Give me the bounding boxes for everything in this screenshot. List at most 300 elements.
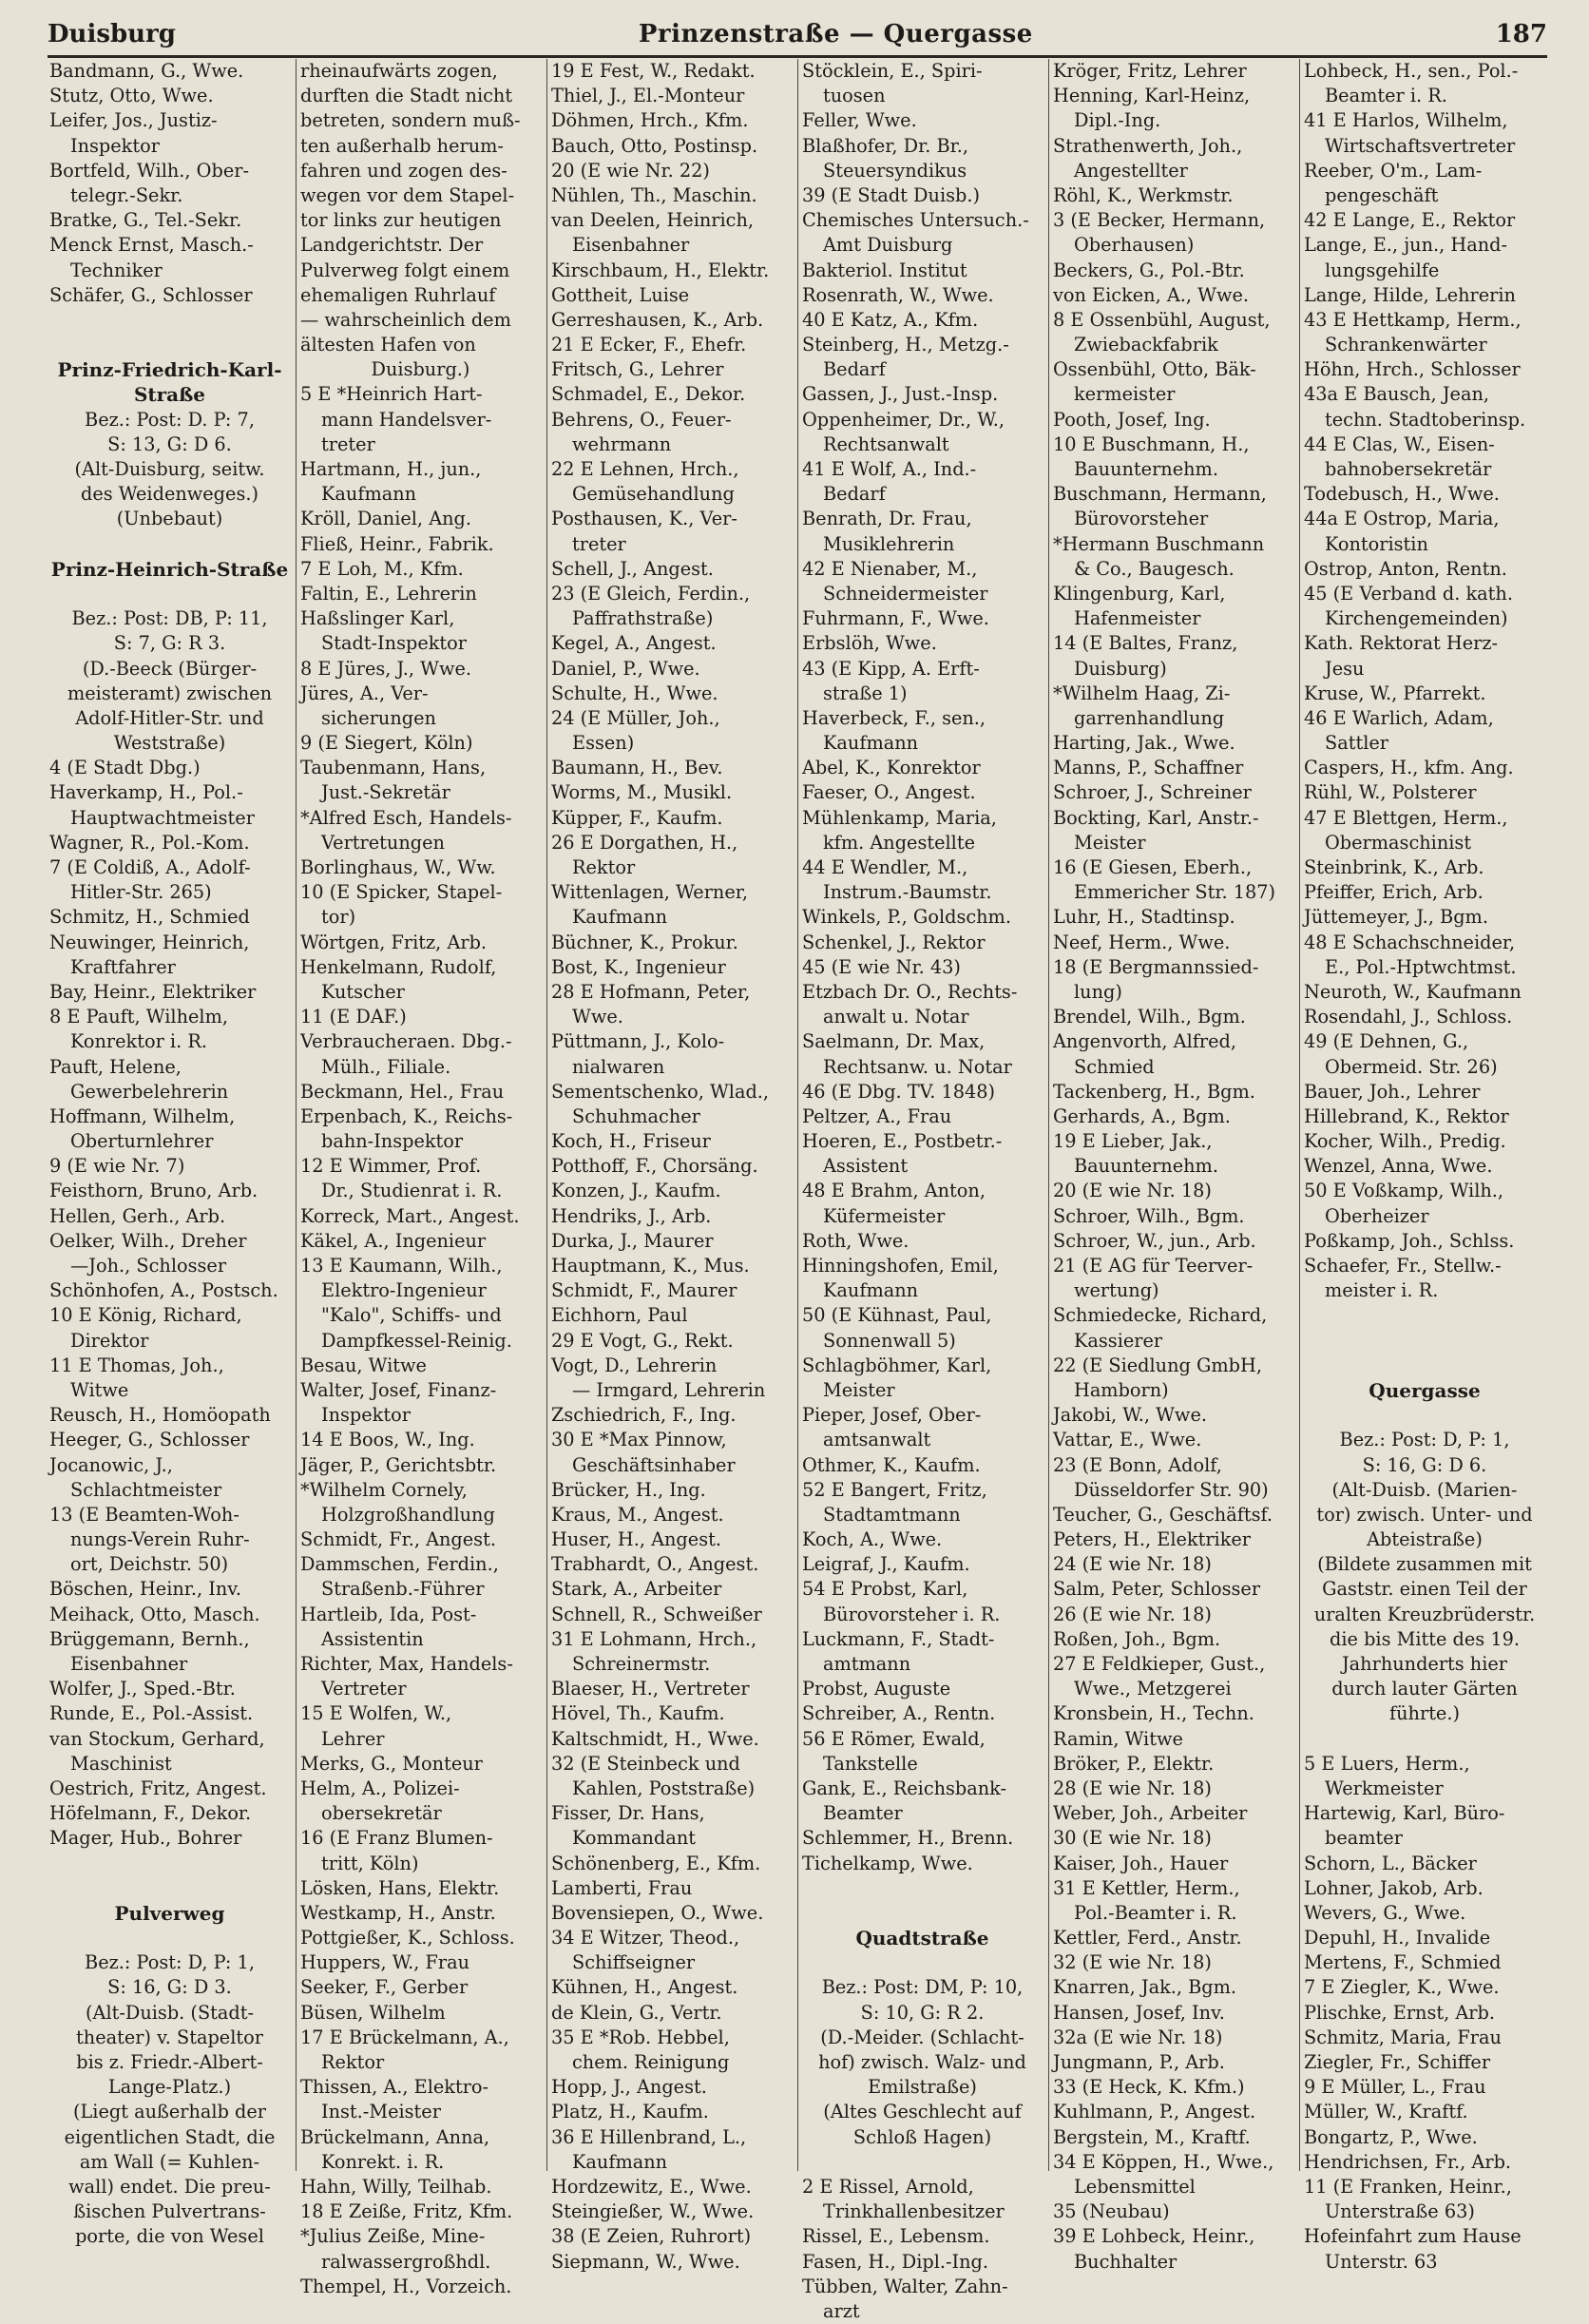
directory-line: Kegel, A., Angest. bbox=[551, 632, 717, 655]
directory-line: Pooth, Josef, Ing. bbox=[1053, 408, 1211, 431]
directory-line: Plischke, Ernst, Arb. bbox=[1304, 2001, 1495, 2024]
directory-line: Kahlen, Poststraße) bbox=[572, 1777, 756, 1799]
directory-line: 35 E *Rob. Hebbel, bbox=[551, 2026, 730, 2048]
directory-line: (Alt-Duisb. (Marien- bbox=[1331, 1478, 1518, 1501]
directory-line: Hofeinfahrt zum Hause bbox=[1304, 2225, 1522, 2248]
directory-line: 22 (E Siedlung GmbH, bbox=[1053, 1354, 1262, 1376]
directory-line: lung) bbox=[1074, 980, 1122, 1003]
directory-line: Neef, Herm., Wwe. bbox=[1053, 931, 1231, 953]
directory-line: Roßen, Joh., Bgm. bbox=[1053, 1627, 1221, 1650]
directory-line: Kaufmann bbox=[321, 483, 417, 506]
directory-line: Schrankenwärter bbox=[1325, 334, 1487, 356]
directory-line: Straßenb.-Führer bbox=[321, 1578, 485, 1601]
directory-line: 31 E Lohmann, Hrch., bbox=[551, 1627, 757, 1650]
directory-line: Bost, K., Ingenieur bbox=[551, 955, 726, 978]
directory-line: Dampfkessel-Reinig. bbox=[321, 1329, 512, 1352]
directory-line: Pfeiffer, Erich, Arb. bbox=[1304, 881, 1484, 904]
directory-line: Jesu bbox=[1325, 657, 1365, 680]
directory-line: Werkmeister bbox=[1325, 1777, 1444, 1799]
directory-line: Tübben, Walter, Zahn- bbox=[802, 2275, 1008, 2297]
directory-line: Reeber, O'm., Lam- bbox=[1304, 159, 1483, 182]
directory-line: Beamter i. R. bbox=[1325, 85, 1447, 107]
directory-line: 19 E Lieber, Jak., bbox=[1053, 1130, 1213, 1153]
header-city: Duisburg bbox=[48, 20, 176, 48]
directory-line: Wörtgen, Fritz, Arb. bbox=[300, 931, 488, 953]
directory-line: Kaufmann bbox=[823, 1279, 919, 1302]
directory-column-1 bbox=[46, 59, 297, 2248]
directory-line: Lange-Platz.) bbox=[107, 2076, 232, 2099]
directory-line: Käkel, A., Ingenieur bbox=[300, 1229, 487, 1252]
directory-line: Beckers, G., Pol.-Btr. bbox=[1053, 259, 1245, 281]
directory-line: 54 E Probst, Karl, bbox=[802, 1578, 968, 1601]
directory-line: Lange, Hilde, Lehrerin bbox=[1304, 283, 1516, 306]
directory-line: Stöcklein, E., Spiri- bbox=[802, 60, 983, 82]
directory-line: 28 (E wie Nr. 18) bbox=[1053, 1777, 1212, 1799]
directory-line: Direktor bbox=[70, 1329, 149, 1352]
directory-line: führte.) bbox=[1389, 1702, 1460, 1725]
directory-line: Kaltschmidt, H., Wwe. bbox=[551, 1727, 759, 1750]
directory-line: 2 E Rissel, Arnold, bbox=[802, 2175, 974, 2198]
directory-line: Fließ, Heinr., Fabrik. bbox=[300, 532, 494, 555]
directory-line: Etzbach Dr. O., Rechts- bbox=[802, 980, 1018, 1003]
directory-line: 21 E Ecker, F., Ehefr. bbox=[551, 334, 747, 356]
directory-line: Schloß Hagen) bbox=[852, 2125, 992, 2148]
directory-line: Just.-Sekretär bbox=[321, 781, 450, 804]
directory-line: mann Handelsver- bbox=[321, 408, 492, 431]
directory-line: Bortfeld, Wilh., Ober- bbox=[49, 159, 249, 182]
spacer bbox=[49, 333, 290, 357]
directory-line: 9 (E wie Nr. 7) bbox=[49, 1155, 185, 1178]
street-heading: Prinz-Heinrich-Straße bbox=[50, 557, 289, 581]
directory-line: 10 E Buschmann, H., bbox=[1053, 432, 1250, 455]
directory-line: Hopp, J., Angest. bbox=[551, 2076, 707, 2099]
directory-line: S: 7, G: R 3. bbox=[113, 632, 226, 655]
directory-line: & Co., Baugesch. bbox=[1074, 557, 1235, 580]
directory-line: bahnobersekretär bbox=[1325, 458, 1492, 480]
directory-line: Oestrich, Fritz, Angest. bbox=[49, 1777, 267, 1799]
directory-line: Stadtamtmann bbox=[823, 1503, 961, 1526]
directory-line: obersekretär bbox=[321, 1802, 442, 1825]
directory-line: 11 (E DAF.) bbox=[300, 1006, 407, 1028]
directory-line: ßischen Pulvertrans- bbox=[73, 2200, 266, 2223]
directory-line: Worms, M., Musikl. bbox=[551, 781, 733, 804]
directory-line: betreten, sondern muß- bbox=[300, 109, 521, 132]
directory-line: Thempel, H., Vorzeich. bbox=[300, 2275, 512, 2297]
directory-line: 9 (E Siegert, Köln) bbox=[300, 732, 473, 755]
directory-line: Hartleib, Ida, Post- bbox=[300, 1603, 477, 1625]
directory-line: 20 (E wie Nr. 22) bbox=[551, 159, 710, 182]
directory-line: Brücker, H., Ing. bbox=[551, 1478, 706, 1501]
directory-line: Platz, H., Kaufm. bbox=[551, 2101, 709, 2123]
directory-line: Oberturnlehrer bbox=[70, 1130, 214, 1153]
directory-line: Angestellter bbox=[1074, 159, 1188, 182]
directory-line: Feller, Wwe. bbox=[802, 109, 917, 132]
directory-line: 36 E Hillenbrand, L., bbox=[551, 2125, 747, 2148]
directory-line: 4 (E Stadt Dbg.) bbox=[49, 757, 201, 779]
street-heading: Quadtstraße bbox=[855, 1927, 989, 1950]
directory-line: Bez.: Post: DB, P: 11, bbox=[71, 607, 268, 630]
directory-line: Steinberg, H., Metzg.- bbox=[802, 334, 1009, 356]
directory-line: Gottheit, Luise bbox=[551, 283, 690, 306]
directory-line: 20 (E wie Nr. 18) bbox=[1053, 1180, 1212, 1202]
directory-line: 26 (E wie Nr. 18) bbox=[1053, 1603, 1212, 1625]
directory-line: Assistent bbox=[823, 1155, 909, 1178]
directory-line: Schroer, J., Schreiner bbox=[1053, 781, 1252, 804]
directory-line: Behrens, O., Feuer- bbox=[551, 408, 732, 431]
directory-line: Bongartz, P., Wwe. bbox=[1304, 2125, 1478, 2148]
directory-line: Heeger, G., Schlosser bbox=[49, 1429, 250, 1451]
directory-line: Bez.: Post: D, P: 1, bbox=[1339, 1429, 1510, 1451]
directory-line: Jungmann, P., Arb. bbox=[1053, 2051, 1225, 2073]
directory-line: Kühnen, H., Angest. bbox=[551, 1976, 738, 1999]
directory-line: Rosenrath, W., Wwe. bbox=[802, 283, 994, 306]
directory-line: Bovensiepen, O., Wwe. bbox=[551, 1901, 764, 1924]
directory-line: (D.-Meider. (Schlacht- bbox=[820, 2026, 1024, 2048]
directory-line: Schlagböhmer, Karl, bbox=[802, 1354, 992, 1376]
directory-line: durch lauter Gärten bbox=[1331, 1678, 1518, 1700]
directory-line: Oppenheimer, Dr., W., bbox=[802, 408, 1005, 431]
directory-line: Blaeser, H., Vertreter bbox=[551, 1678, 750, 1700]
directory-line: Thiel, J., El.-Monteur bbox=[551, 85, 745, 107]
directory-line: 40 E Katz, A., Kfm. bbox=[802, 308, 979, 331]
directory-line: Meister bbox=[823, 1378, 895, 1401]
directory-line: Bürovorsteher i. R. bbox=[823, 1603, 1001, 1625]
directory-line: Walter, Josef, Finanz- bbox=[300, 1378, 497, 1401]
directory-line: Schulte, H., Wwe. bbox=[551, 682, 718, 704]
spacer bbox=[802, 1901, 1043, 1926]
directory-line: Salm, Peter, Schlosser bbox=[1053, 1578, 1261, 1601]
directory-line: Hamborn) bbox=[1074, 1378, 1169, 1401]
directory-line: Gerreshausen, K., Arb. bbox=[551, 308, 764, 331]
directory-line: tor) bbox=[321, 906, 356, 929]
directory-line: Bay, Heinr., Elektriker bbox=[49, 980, 257, 1003]
directory-line: anwalt u. Notar bbox=[823, 1006, 969, 1028]
directory-line: 21 (E AG für Teerver- bbox=[1053, 1255, 1254, 1277]
directory-line: kfm. Angestellte bbox=[823, 831, 976, 854]
directory-line: Duisburg) bbox=[1074, 657, 1167, 680]
directory-line: Bauunternehm. bbox=[1074, 1155, 1218, 1178]
directory-line: 15 E Wolfen, W., bbox=[300, 1702, 452, 1725]
directory-line: — wahrscheinlich dem bbox=[300, 308, 511, 331]
directory-line: beamter bbox=[1325, 1827, 1403, 1850]
directory-line: (Alt-Duisb. (Stadt- bbox=[86, 2001, 254, 2024]
directory-line: Ostrop, Anton, Rentn. bbox=[1304, 557, 1507, 580]
directory-line: 23 (E Bonn, Adolf, bbox=[1053, 1453, 1222, 1476]
directory-line: Püttmann, J., Kolo- bbox=[551, 1030, 725, 1053]
directory-line: rheinaufwärts zogen, bbox=[300, 60, 498, 82]
directory-line: Wagner, R., Pol.-Kom. bbox=[49, 831, 250, 854]
directory-line: 52 E Bangert, Fritz, bbox=[802, 1478, 987, 1501]
directory-line: Teucher, G., Geschäftsf. bbox=[1053, 1503, 1273, 1526]
directory-line: Kaiser, Joh., Hauer bbox=[1053, 1852, 1229, 1874]
directory-line: E., Pol.-Hptwchtmst. bbox=[1325, 955, 1517, 978]
directory-line: Rechtsanw. u. Notar bbox=[823, 1055, 1012, 1078]
directory-line: de Klein, G., Vertr. bbox=[551, 2001, 722, 2024]
directory-line: *Alfred Esch, Handels- bbox=[300, 806, 512, 829]
directory-line: 48 E Brahm, Anton, bbox=[802, 1180, 986, 1202]
page-number: 187 bbox=[1495, 20, 1547, 48]
directory-line: Wirtschaftsvertreter bbox=[1325, 134, 1516, 157]
directory-line: Verbraucheraen. Dbg.- bbox=[300, 1030, 512, 1053]
directory-line: Huser, H., Angest. bbox=[551, 1528, 721, 1551]
directory-line: Reusch, H., Homöopath bbox=[49, 1404, 271, 1427]
directory-line: Huppers, W., Frau bbox=[300, 1951, 470, 1974]
directory-line: Trabhardt, O., Angest. bbox=[551, 1553, 759, 1576]
directory-line: techn. Stadtoberinsp. bbox=[1325, 408, 1526, 431]
directory-line: Nühlen, Th., Maschin. bbox=[551, 183, 757, 206]
directory-line: Wevers, G., Wwe. bbox=[1304, 1901, 1466, 1924]
directory-line: Kaufmann bbox=[823, 732, 919, 755]
directory-line: Hillebrand, K., Rektor bbox=[1304, 1104, 1509, 1127]
directory-line: 46 (E Dbg. TV. 1848) bbox=[802, 1080, 996, 1103]
directory-line: Chemisches Untersuch.- bbox=[802, 209, 1029, 232]
directory-line: Probst, Auguste bbox=[802, 1678, 951, 1700]
directory-line: Dammschen, Ferdin., bbox=[300, 1553, 499, 1576]
directory-line: Instrum.-Baumstr. bbox=[823, 881, 992, 904]
spacer bbox=[802, 1950, 1043, 1975]
directory-line: am Wall (= Kuhlen- bbox=[79, 2150, 260, 2173]
street-heading: Prinz-Friedrich-Karl- bbox=[57, 358, 282, 382]
directory-line: Schneidermeister bbox=[823, 582, 988, 605]
directory-line: Sementschenko, Wlad., bbox=[551, 1080, 770, 1103]
directory-line: Wenzel, Anna, Wwe. bbox=[1304, 1155, 1493, 1178]
directory-line: Obermaschinist bbox=[1325, 831, 1472, 854]
directory-line: Fritsch, G., Lehrer bbox=[551, 358, 724, 381]
directory-line: Strathenwerth, Joh., bbox=[1053, 134, 1243, 157]
directory-line: Posthausen, K., Ver- bbox=[551, 508, 737, 530]
directory-line: Pol.-Beamter i. R. bbox=[1074, 1901, 1237, 1924]
directory-line: Kath. Rektorat Herz- bbox=[1304, 632, 1498, 655]
directory-line: Müller, W., Kraftf. bbox=[1304, 2101, 1468, 2123]
directory-line: Rektor bbox=[321, 2051, 385, 2073]
directory-line: treter bbox=[572, 532, 626, 555]
directory-line: Schroer, Wilh., Bgm. bbox=[1053, 1204, 1245, 1227]
directory-line: ort, Deichstr. 50) bbox=[70, 1553, 229, 1576]
spacer bbox=[1304, 1403, 1545, 1428]
directory-line: amtsanwalt bbox=[823, 1429, 931, 1451]
directory-line: Schuhmacher bbox=[572, 1104, 700, 1127]
directory-line: Mertens, F., Schmied bbox=[1304, 1951, 1502, 1974]
directory-line: Hauptmann, K., Mus. bbox=[551, 1255, 750, 1277]
directory-line: Bez.: Post: DM, P: 10, bbox=[821, 1976, 1024, 1999]
directory-line: 14 (E Baltes, Franz, bbox=[1053, 632, 1238, 655]
directory-line: 44 E Clas, W., Eisen- bbox=[1304, 432, 1495, 455]
directory-line: Hendrichsen, Fr., Arb. bbox=[1304, 2150, 1512, 2173]
directory-line: Schäfer, G., Schlosser bbox=[49, 283, 253, 306]
directory-line: Klingenburg, Karl, bbox=[1053, 582, 1226, 605]
directory-line: 33 (E Heck, K. Kfm.) bbox=[1053, 2076, 1245, 2099]
directory-line: Blaßhofer, Dr. Br., bbox=[802, 134, 968, 157]
directory-line: Erbslöh, Wwe. bbox=[802, 632, 937, 655]
directory-line: Kirschbaum, H., Elektr. bbox=[551, 259, 770, 281]
directory-line: 56 E Römer, Ewald, bbox=[802, 1727, 986, 1750]
directory-line: Röhl, K., Werkmstr. bbox=[1053, 183, 1234, 206]
directory-line: Baumann, H., Bev. bbox=[551, 757, 723, 779]
directory-line: Böschen, Heinr., Inv. bbox=[49, 1578, 242, 1601]
directory-line: Benrath, Dr. Frau, bbox=[802, 508, 972, 530]
directory-line: Helm, A., Polizei- bbox=[300, 1777, 460, 1799]
directory-line: Schroer, W., jun., Arb. bbox=[1053, 1229, 1256, 1252]
directory-line: 7 (E Coldiß, A., Adolf- bbox=[49, 856, 251, 878]
directory-line: Büchner, K., Prokur. bbox=[551, 931, 738, 953]
directory-line: Kronsbein, H., Techn. bbox=[1053, 1702, 1254, 1725]
directory-line: Inspektor bbox=[70, 134, 160, 157]
directory-line: wall) endet. Die preu- bbox=[68, 2175, 271, 2198]
directory-line: Düsseldorfer Str. 90) bbox=[1074, 1478, 1269, 1501]
directory-line: Rektor bbox=[572, 856, 636, 878]
directory-line: 8 E Pauft, Wilhelm, bbox=[49, 1006, 228, 1028]
directory-line: Menck Ernst, Masch.- bbox=[49, 234, 254, 257]
directory-line: meisteramt) zwischen bbox=[67, 682, 273, 704]
directory-line: Koch, A., Wwe. bbox=[802, 1528, 943, 1551]
directory-line: Thissen, A., Elektro- bbox=[300, 2076, 489, 2099]
directory-line: 32a (E wie Nr. 18) bbox=[1053, 2026, 1223, 2048]
directory-line: Kettler, Ferd., Anstr. bbox=[1053, 1927, 1242, 1949]
directory-line: uralten Kreuzbrüderstr. bbox=[1313, 1603, 1536, 1625]
directory-line: ten außerhalb herum- bbox=[300, 134, 504, 157]
directory-line: S: 16, G: D 6. bbox=[1362, 1453, 1487, 1476]
directory-line: Schmidt, Fr., Angest. bbox=[300, 1528, 496, 1551]
directory-line: Hoeren, E., Postbetr.- bbox=[802, 1130, 1003, 1153]
directory-line: Höfelmann, F., Dekor. bbox=[49, 1802, 252, 1825]
directory-line: Durka, J., Maurer bbox=[551, 1229, 714, 1252]
directory-line: Schlemmer, H., Brenn. bbox=[802, 1827, 1014, 1850]
directory-line: Haverbeck, F., sen., bbox=[802, 706, 986, 729]
directory-line: Hordzewitz, E., Wwe. bbox=[551, 2175, 752, 2198]
directory-line: Kassierer bbox=[1074, 1329, 1163, 1352]
directory-line: Othmer, K., Kaufm. bbox=[802, 1453, 981, 1476]
directory-line: (Liegt außerhalb der bbox=[72, 2101, 267, 2123]
spacer bbox=[49, 582, 290, 606]
directory-line: Bandmann, G., Wwe. bbox=[49, 60, 244, 82]
directory-line: Schnell, R., Schweißer bbox=[551, 1603, 762, 1625]
directory-line: 17 E Brückelmann, A., bbox=[300, 2026, 509, 2048]
directory-line: fahren und zogen des- bbox=[300, 159, 507, 182]
page-header bbox=[48, 13, 1547, 58]
directory-line: 8 E Jüres, J., Wwe. bbox=[300, 657, 472, 680]
directory-line: Schmied bbox=[1074, 1055, 1155, 1078]
directory-line: Bedarf bbox=[823, 358, 886, 381]
directory-line: Kutscher bbox=[321, 980, 405, 1003]
directory-column-6 bbox=[1300, 59, 1551, 2273]
directory-line: Hauptwachtmeister bbox=[70, 806, 255, 829]
directory-line: Witwe bbox=[70, 1378, 129, 1401]
directory-line: Schorn, L., Bäcker bbox=[1304, 1852, 1477, 1874]
directory-line: Jüres, A., Ver- bbox=[300, 682, 429, 704]
directory-line: sicherungen bbox=[321, 706, 436, 729]
directory-column-2 bbox=[297, 59, 547, 2297]
directory-line: Gemüsehandlung bbox=[572, 483, 735, 506]
directory-line: Oelker, Wilh., Dreher bbox=[49, 1229, 247, 1252]
directory-line: 50 (E Kühnast, Paul, bbox=[802, 1304, 992, 1327]
directory-line: Runde, E., Pol.-Assist. bbox=[49, 1702, 254, 1725]
directory-line: Bergstein, M., Kraftf. bbox=[1053, 2125, 1251, 2148]
directory-line: Buschmann, Hermann, bbox=[1053, 483, 1267, 506]
directory-line: *Wilhelm Cornely, bbox=[300, 1478, 468, 1501]
directory-line: Wolfer, J., Sped.-Btr. bbox=[49, 1678, 236, 1700]
directory-line: Schreiber, A., Rentn. bbox=[802, 1702, 996, 1725]
directory-line: Obermeid. Str. 26) bbox=[1325, 1055, 1498, 1078]
directory-line: Dipl.-Ing. bbox=[1074, 109, 1161, 132]
directory-line: lungsgehilfe bbox=[1325, 259, 1440, 281]
directory-line: Neuwinger, Heinrich, bbox=[49, 931, 250, 953]
directory-line: Vattar, E., Wwe. bbox=[1053, 1429, 1202, 1451]
directory-line: Zwiebackfabrik bbox=[1074, 334, 1218, 356]
directory-line: Küpper, F., Kaufm. bbox=[551, 806, 723, 829]
directory-line: 16 (E Franz Blumen- bbox=[300, 1827, 493, 1850]
directory-line: Vertretungen bbox=[321, 831, 445, 854]
directory-line: 32 (E Steinbeck und bbox=[551, 1752, 740, 1775]
directory-line: 22 E Lehnen, Hrch., bbox=[551, 458, 739, 480]
directory-line: Kraftfahrer bbox=[70, 955, 176, 978]
directory-line: Daniel, P., Wwe. bbox=[551, 657, 700, 680]
directory-line: Fisser, Dr. Hans, bbox=[551, 1802, 705, 1825]
directory-line: Hartewig, Karl, Büro- bbox=[1304, 1802, 1505, 1825]
directory-line: Angenvorth, Alfred, bbox=[1053, 1030, 1236, 1053]
directory-line: 13 (E Beamten-Woh- bbox=[49, 1503, 239, 1526]
directory-line: 45 (E Verband d. kath. bbox=[1304, 582, 1513, 605]
directory-line: Amt Duisburg bbox=[823, 234, 953, 257]
directory-line: Luhr, H., Stadtinsp. bbox=[1053, 906, 1235, 929]
directory-line: van Deelen, Heinrich, bbox=[551, 209, 755, 232]
directory-line: Hellen, Gerh., Arb. bbox=[49, 1204, 226, 1227]
directory-line: 39 E Lohbeck, Heinr., bbox=[1053, 2225, 1255, 2248]
directory-line: wehrmann bbox=[572, 432, 672, 455]
directory-line: 11 E Thomas, Joh., bbox=[49, 1354, 224, 1376]
directory-line: (D.-Beeck (Bürger- bbox=[82, 657, 258, 680]
directory-line: Borlinghaus, W., Ww. bbox=[300, 856, 496, 878]
directory-line: 43a E Bausch, Jean, bbox=[1304, 383, 1489, 406]
directory-line: Schmitz, H., Schmied bbox=[49, 906, 250, 929]
directory-line: Kaufmann bbox=[572, 906, 668, 929]
directory-line: "Kalo", Schiffs- und bbox=[321, 1304, 502, 1327]
directory-line: 24 (E wie Nr. 18) bbox=[1053, 1553, 1212, 1576]
directory-line: Mülh., Filiale. bbox=[321, 1055, 451, 1078]
directory-line: van Stockum, Gerhard, bbox=[49, 1727, 265, 1750]
directory-line: Holzgroßhandlung bbox=[321, 1503, 495, 1526]
directory-line: Richter, Max, Handels- bbox=[300, 1653, 513, 1675]
spacer bbox=[49, 308, 290, 333]
directory-line: Rissel, E., Lebensm. bbox=[802, 2225, 990, 2248]
directory-line: Schönenberg, E., Kfm. bbox=[551, 1852, 761, 1874]
directory-line: Stadt-Inspektor bbox=[321, 632, 467, 655]
directory-line: Gaststr. einen Teil der bbox=[1322, 1578, 1527, 1601]
directory-line: tor links zur heutigen bbox=[300, 209, 502, 232]
directory-line: Hövel, Th., Kaufm. bbox=[551, 1702, 725, 1725]
directory-line: Pieper, Josef, Ober- bbox=[802, 1404, 982, 1427]
directory-line: Kröll, Daniel, Ang. bbox=[300, 508, 472, 530]
spacer bbox=[49, 1926, 290, 1950]
directory-line: Hafenmeister bbox=[1074, 607, 1201, 630]
directory-line: Kruse, W., Pfarrekt. bbox=[1304, 682, 1486, 704]
directory-line: theater) v. Stapeltor bbox=[76, 2026, 263, 2048]
directory-line: Weststraße) bbox=[113, 732, 226, 755]
directory-line: ehemaligen Ruhrlauf bbox=[300, 283, 496, 306]
directory-line: tuosen bbox=[823, 85, 886, 107]
directory-line: garrenhandlung bbox=[1074, 706, 1225, 729]
directory-line: Westkamp, H., Anstr. bbox=[300, 1901, 496, 1924]
directory-line: Hansen, Josef, Inv. bbox=[1053, 2001, 1225, 2024]
directory-line: Fasen, H., Dipl.-Ing. bbox=[802, 2250, 989, 2273]
directory-line: *Wilhelm Haag, Zi- bbox=[1053, 682, 1231, 704]
directory-line: Lebensmittel bbox=[1074, 2175, 1196, 2198]
directory-line: 7 E Ziegler, K., Wwe. bbox=[1304, 1976, 1500, 1999]
spacer bbox=[1304, 1354, 1545, 1378]
directory-line: Eisenbahner bbox=[572, 234, 690, 257]
directory-line: Feisthorn, Bruno, Arb. bbox=[49, 1180, 258, 1202]
directory-line: Gewerbelehrerin bbox=[70, 1080, 229, 1103]
directory-line: Maschinist bbox=[70, 1752, 172, 1775]
